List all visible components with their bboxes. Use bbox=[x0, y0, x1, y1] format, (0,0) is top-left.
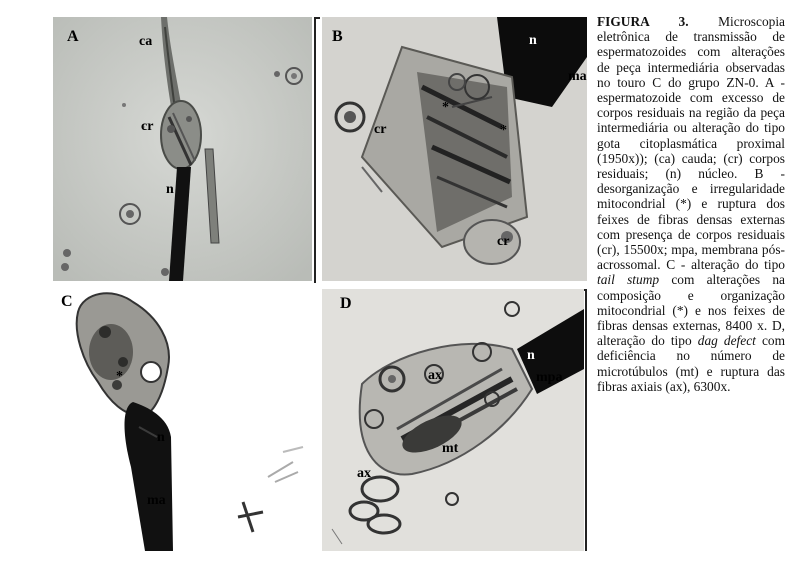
panel-d-image bbox=[322, 289, 584, 551]
panel-b-label-cr-bottom: cr bbox=[497, 234, 510, 249]
panel-a-letter: A bbox=[67, 28, 79, 45]
panel-a-label-ca: ca bbox=[139, 34, 153, 49]
panel-d-label-ax-bottom: ax bbox=[357, 466, 371, 481]
panel-divider-a-b bbox=[314, 17, 316, 283]
panel-a-label-n: n bbox=[166, 182, 174, 197]
panel-d-label-ax-top: ax bbox=[428, 368, 442, 383]
figure-caption bbox=[597, 14, 785, 394]
panel-a-image bbox=[53, 17, 312, 281]
panel-c-letter: C bbox=[61, 293, 73, 310]
panel-d-label-mt: mt bbox=[442, 441, 459, 456]
panel-c-label-star: * bbox=[116, 369, 123, 384]
panel-b-micrograph bbox=[322, 17, 587, 281]
panel-c-label-ma: ma bbox=[147, 493, 166, 508]
caption-italic-1: tail stump bbox=[597, 272, 660, 288]
panel-b-image bbox=[322, 17, 587, 281]
panel-divider-tick bbox=[314, 17, 320, 19]
panel-b-letter: B bbox=[332, 28, 343, 45]
panel-d-micrograph bbox=[322, 289, 584, 551]
caption-text-1: Microscopia eletrônica de transmissão de espermatozoides com alterações de peça intermediária observadas no touro C do grupo ZN-0. A - espermatozoide com excesso de corpos residuais na região da peça intermediária ou alteração do tipo gota citoplasmática proximal (1950x)); (ca) cauda; (cr) corpos residuais; (n) núcleo. B - desorganização e irregularidade mitocondrial (*) e ruptura dos feixes de fibras densas externas com presença de corpos residuais (cr), 15500x; mpa, membrana pós-acrossomal. C - alteração do tipo bbox=[597, 14, 785, 273]
panel-d-label-mpa: mpa bbox=[536, 370, 563, 385]
panel-b-label-ma: ma bbox=[568, 69, 587, 84]
panel-b-label-star-2: * bbox=[500, 123, 507, 138]
caption-text-2: com alterações na composição e organização mitocondrial (*) e nos feixes de fibras densas externas, 8400 x. D, alteração do tipo bbox=[597, 272, 786, 349]
panel-divider-d-caption bbox=[585, 289, 587, 551]
caption-text-3: com deficiência no número de microtúbulos (mt) e ruptura das fibras axiais (ax), 6300x. bbox=[597, 333, 785, 394]
panel-b-label-cr-left: cr bbox=[374, 122, 387, 137]
panel-a-micrograph bbox=[53, 17, 312, 281]
caption-italic-2: dag defect bbox=[697, 333, 756, 349]
panel-c-micrograph bbox=[53, 287, 312, 551]
panel-b-label-n: n bbox=[529, 33, 537, 48]
panel-d-letter: D bbox=[340, 295, 352, 312]
panel-c-image bbox=[53, 287, 312, 551]
caption-heading: FIGURA 3. bbox=[597, 14, 689, 29]
panel-b-label-star-1: * bbox=[442, 100, 449, 115]
panel-c-label-n: n bbox=[157, 430, 165, 445]
panel-d-label-n: n bbox=[527, 348, 535, 363]
panel-a-label-cr: cr bbox=[141, 119, 154, 134]
